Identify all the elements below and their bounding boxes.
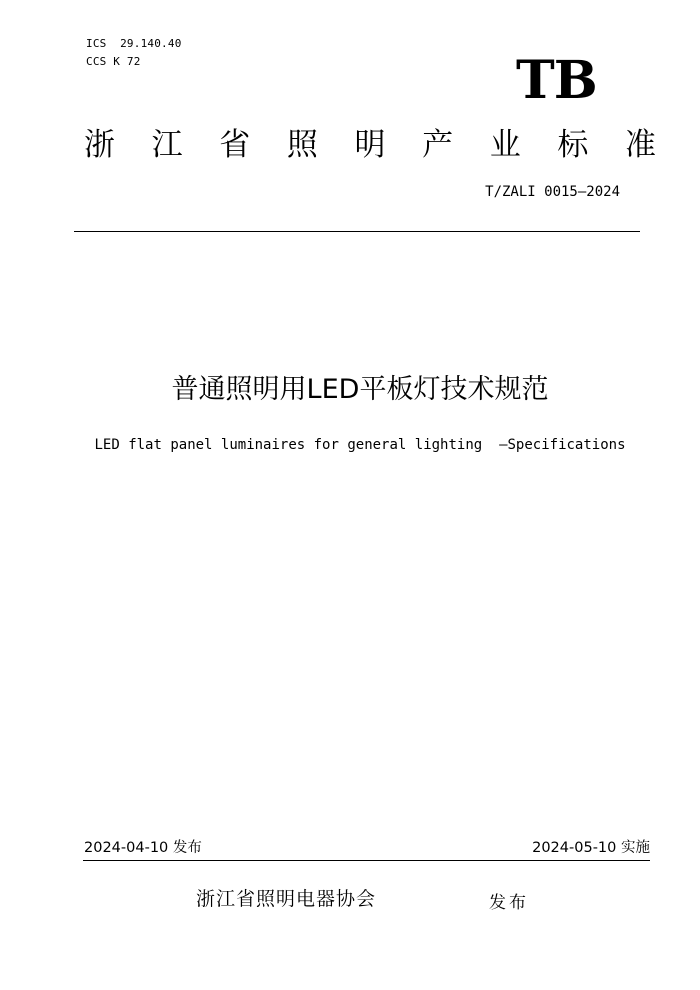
publisher-name: 浙江省照明电器协会 bbox=[196, 888, 377, 910]
publish-label: 发布 bbox=[489, 893, 529, 913]
bottom-divider bbox=[83, 860, 650, 861]
org-title-char: 照 bbox=[286, 127, 318, 163]
organization-standard-title bbox=[84, 125, 656, 165]
org-title-char: 明 bbox=[354, 127, 386, 163]
org-title-char: 准 bbox=[625, 127, 656, 163]
document-title-chinese: 普通照明用LED平板灯技术规范 bbox=[171, 374, 549, 405]
top-divider bbox=[74, 231, 640, 232]
standard-type-logo: TB bbox=[516, 50, 597, 111]
org-title-char: 标 bbox=[557, 127, 589, 163]
document-title-english: LED flat panel luminaires for general lighting –Specifications bbox=[94, 437, 626, 453]
org-title-char: 浙 bbox=[84, 127, 115, 163]
ccs-code: CCS K 72 bbox=[86, 55, 141, 68]
org-title-char: 业 bbox=[489, 127, 521, 163]
standard-number: T/ZALI 0015—2024 bbox=[485, 184, 620, 200]
org-title-char: 江 bbox=[151, 127, 183, 163]
implementation-date: 2024-05-10 实施 bbox=[532, 840, 650, 856]
ics-code: ICS 29.140.40 bbox=[86, 37, 182, 50]
issue-date: 2024-04-10 发布 bbox=[84, 840, 202, 856]
org-title-char: 省 bbox=[219, 127, 251, 163]
org-title-char: 产 bbox=[422, 127, 454, 163]
